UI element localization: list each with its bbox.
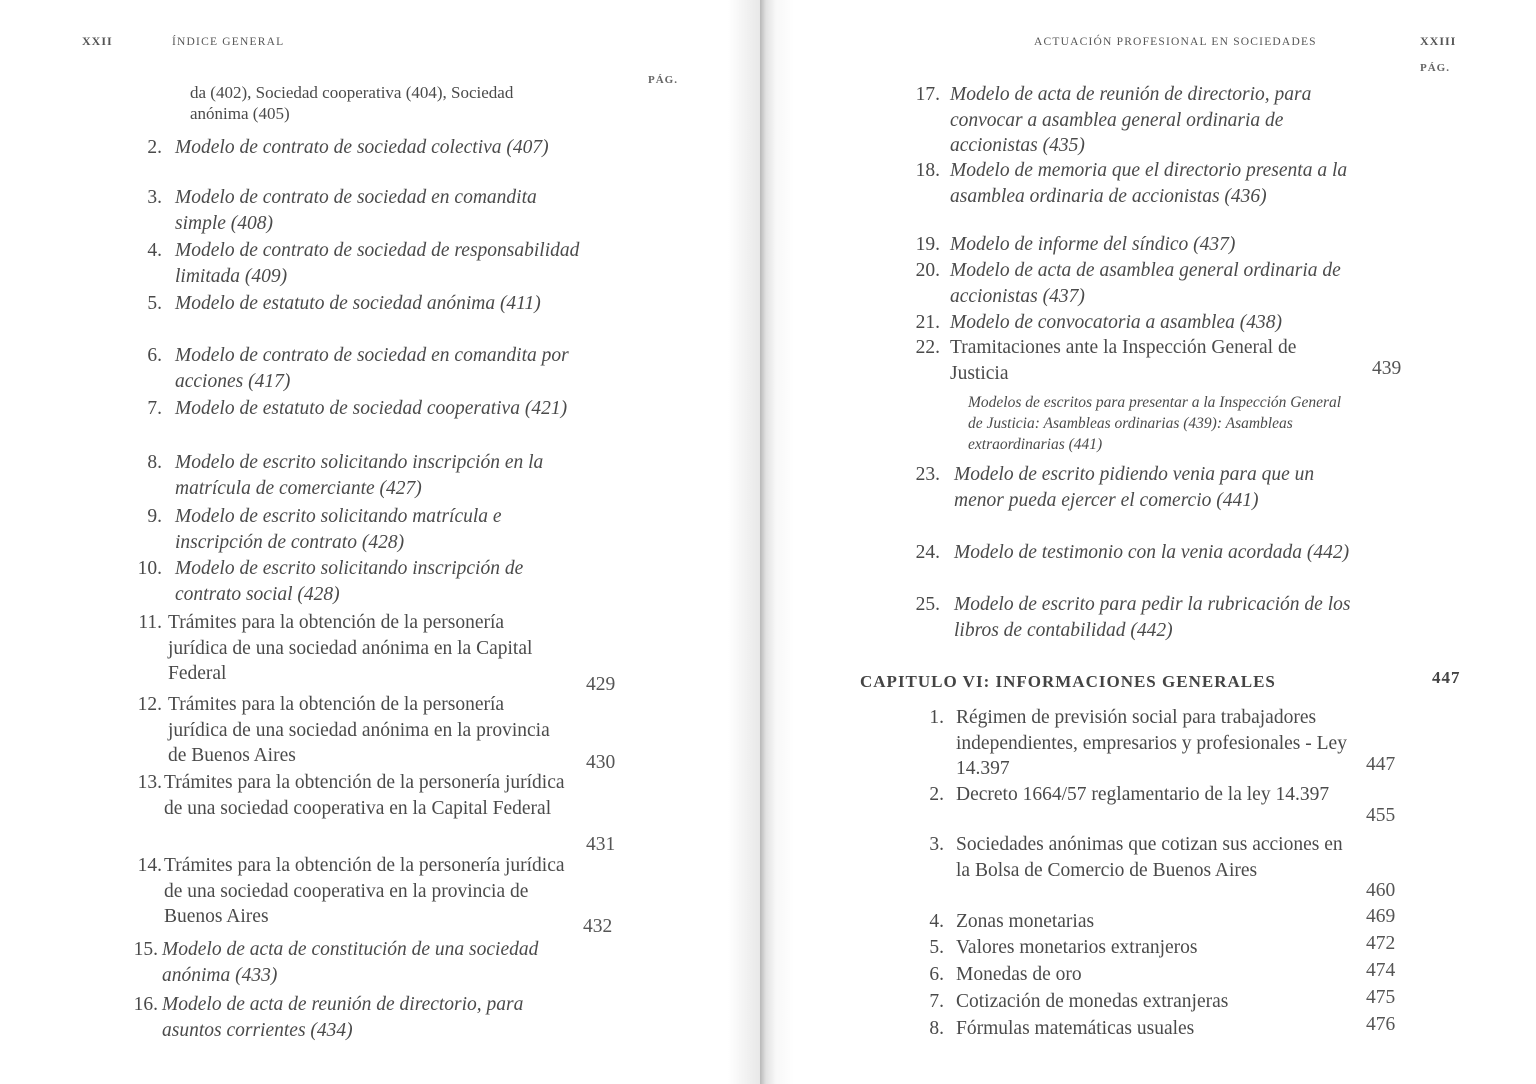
entry-number: 3.	[929, 834, 944, 855]
entry-text: Trámites para la obtención de la personería jurídica de una sociedad cooperativa en la provincia de Buenos Aires	[164, 855, 565, 927]
entry-number: 6.	[147, 345, 162, 366]
entry-text: Monedas de oro	[956, 964, 1082, 985]
entry-number: 17.	[915, 84, 940, 105]
entry-text: Trámites para la obtención de la personería jurídica de una sociedad anónima en la provincia de Buenos Aires	[168, 694, 550, 766]
entry-number: 5.	[929, 937, 944, 958]
entry-text: Cotización de monedas extranjeras	[956, 991, 1229, 1012]
entry-text: Decreto 1664/57 reglamentario de la ley 14.397	[956, 784, 1330, 805]
entry-page: 474	[1366, 960, 1396, 981]
entry-page: 460	[1366, 880, 1396, 901]
entry-number: 7.	[147, 398, 162, 419]
entry-page: 447	[1366, 754, 1396, 775]
entry-text: Modelo de escrito solicitando inscripción de contrato social (428)	[175, 558, 524, 605]
entry-text: Valores monetarios extranjeros	[956, 937, 1198, 958]
entry-number: 22.	[915, 337, 940, 358]
left-pag-label: PÁG.	[648, 74, 678, 86]
left-page-number: XXII	[82, 34, 113, 48]
entry-number: 9.	[147, 506, 162, 527]
entry-number: 11.	[138, 612, 162, 633]
entry-number: 5.	[147, 293, 162, 314]
chapter-page: 447	[1432, 668, 1461, 687]
entry-text: Modelo de acta de reunión de directorio, para asuntos corrientes (434)	[162, 994, 524, 1041]
entry-number: 1.	[929, 707, 944, 728]
entry-page: 455	[1366, 805, 1396, 826]
entry-number: 16.	[133, 994, 158, 1015]
left-running-head: ÍNDICE GENERAL	[172, 36, 285, 48]
entry-text: Modelo de contrato de sociedad de responsabilidad limitada (409)	[175, 240, 580, 287]
entry-number: 4.	[929, 911, 944, 932]
entry-page: 432	[583, 916, 613, 937]
gutter-shadow	[728, 0, 762, 1084]
entry-number: 4.	[147, 240, 162, 261]
entry-number: 15.	[133, 939, 158, 960]
entry-number: 18.	[915, 160, 940, 181]
right-pag-label: PÁG.	[1420, 62, 1450, 74]
chapter-title: CAPITULO VI: INFORMACIONES GENERALES	[860, 672, 1276, 691]
entry-number: 24.	[915, 542, 940, 563]
entry-page: 429	[586, 674, 616, 695]
right-running-head: ACTUACIÓN PROFESIONAL EN SOCIEDADES	[1034, 36, 1317, 48]
entry-page: 439	[1372, 358, 1402, 379]
entry-number: 8.	[147, 452, 162, 473]
entry-number: 8.	[929, 1018, 944, 1039]
entry-text: Trámites para la obtención de la personería jurídica de una sociedad anónima en la Capital Federal	[168, 612, 533, 684]
entry-number: 10.	[137, 558, 162, 579]
entry-text: Modelo de estatuto de sociedad anónima (411)	[175, 293, 541, 314]
entry-page: 431	[586, 834, 616, 855]
entry-text: Modelo de estatuto de sociedad cooperativa (421)	[175, 398, 568, 419]
entry-number: 6.	[929, 964, 944, 985]
right-page-number: XXIII	[1420, 34, 1457, 48]
entry-number: 14.	[137, 855, 162, 876]
entry-text: Modelo de informe del síndico (437)	[950, 234, 1236, 255]
entry-text: Tramitaciones ante la Inspección General de Justicia	[950, 337, 1297, 384]
entry-number: 25.	[915, 594, 940, 615]
entry-number: 2.	[147, 137, 162, 158]
entry-text: Modelo de contrato de sociedad en comandita simple (408)	[175, 187, 537, 234]
entry-text: Modelo de escrito solicitando matrícula e inscripción de contrato (428)	[175, 506, 502, 553]
entry-text: Modelo de contrato de sociedad en comandita por acciones (417)	[175, 345, 569, 392]
entry-text: Régimen de previsión social para trabajadores independientes, empresarios y profesionales - Ley 14.397	[956, 707, 1347, 779]
entry-number: 19.	[915, 234, 940, 255]
entry-page: 475	[1366, 987, 1396, 1008]
entry-text: Fórmulas matemáticas usuales	[956, 1018, 1195, 1039]
subnote: Modelos de escritos para presentar a la Inspección General de Justicia: Asambleas ordinarias (439): Asambleas extraordinarias (441)	[968, 394, 1342, 453]
entry-number: 3.	[147, 187, 162, 208]
entry-text: Trámites para la obtención de la personería jurídica de una sociedad cooperativa en la Capital Federal	[164, 772, 565, 819]
entry-text: Modelo de acta de asamblea general ordinaria de accionistas (437)	[950, 260, 1341, 307]
entry-text: Modelo de acta de reunión de directorio, para convocar a asamblea general ordinaria de accionistas (435)	[950, 84, 1312, 156]
continuation-text: da (402), Sociedad cooperativa (404), Sociedad anónima (405)	[190, 83, 514, 123]
entry-number: 23.	[915, 464, 940, 485]
entry-text: Modelo de contrato de sociedad colectiva (407)	[175, 137, 549, 158]
entry-text: Modelo de escrito pidiendo venia para que un menor pueda ejercer el comercio (441)	[954, 464, 1315, 511]
entry-text: Modelo de escrito para pedir la rubricación de los libros de contabilidad (442)	[954, 594, 1351, 641]
entry-number: 7.	[929, 991, 944, 1012]
entry-text: Modelo de testimonio con la venia acordada (442)	[954, 542, 1350, 563]
entry-text: Modelo de escrito solicitando inscripción en la matrícula de comerciante (427)	[175, 452, 544, 499]
entry-text: Modelo de convocatoria a asamblea (438)	[950, 312, 1282, 333]
right-page	[760, 0, 1536, 1084]
entry-page: 476	[1366, 1014, 1396, 1035]
entry-text: Zonas monetarias	[956, 911, 1095, 932]
entry-number: 13.	[137, 772, 162, 793]
entry-text: Modelo de acta de constitución de una sociedad anónima (433)	[162, 939, 539, 986]
entry-page: 430	[586, 752, 616, 773]
entry-number: 21.	[915, 312, 940, 333]
entry-text: Sociedades anónimas que cotizan sus acciones en la Bolsa de Comercio de Buenos Aires	[956, 834, 1343, 881]
left-page	[0, 0, 760, 1084]
entry-page: 472	[1366, 933, 1396, 954]
entry-page: 469	[1366, 906, 1396, 927]
entry-text: Modelo de memoria que el directorio presenta a la asamblea ordinaria de accionistas (436)	[950, 160, 1348, 207]
entry-number: 12.	[137, 694, 162, 715]
entry-number: 20.	[915, 260, 940, 281]
entry-number: 2.	[929, 784, 944, 805]
